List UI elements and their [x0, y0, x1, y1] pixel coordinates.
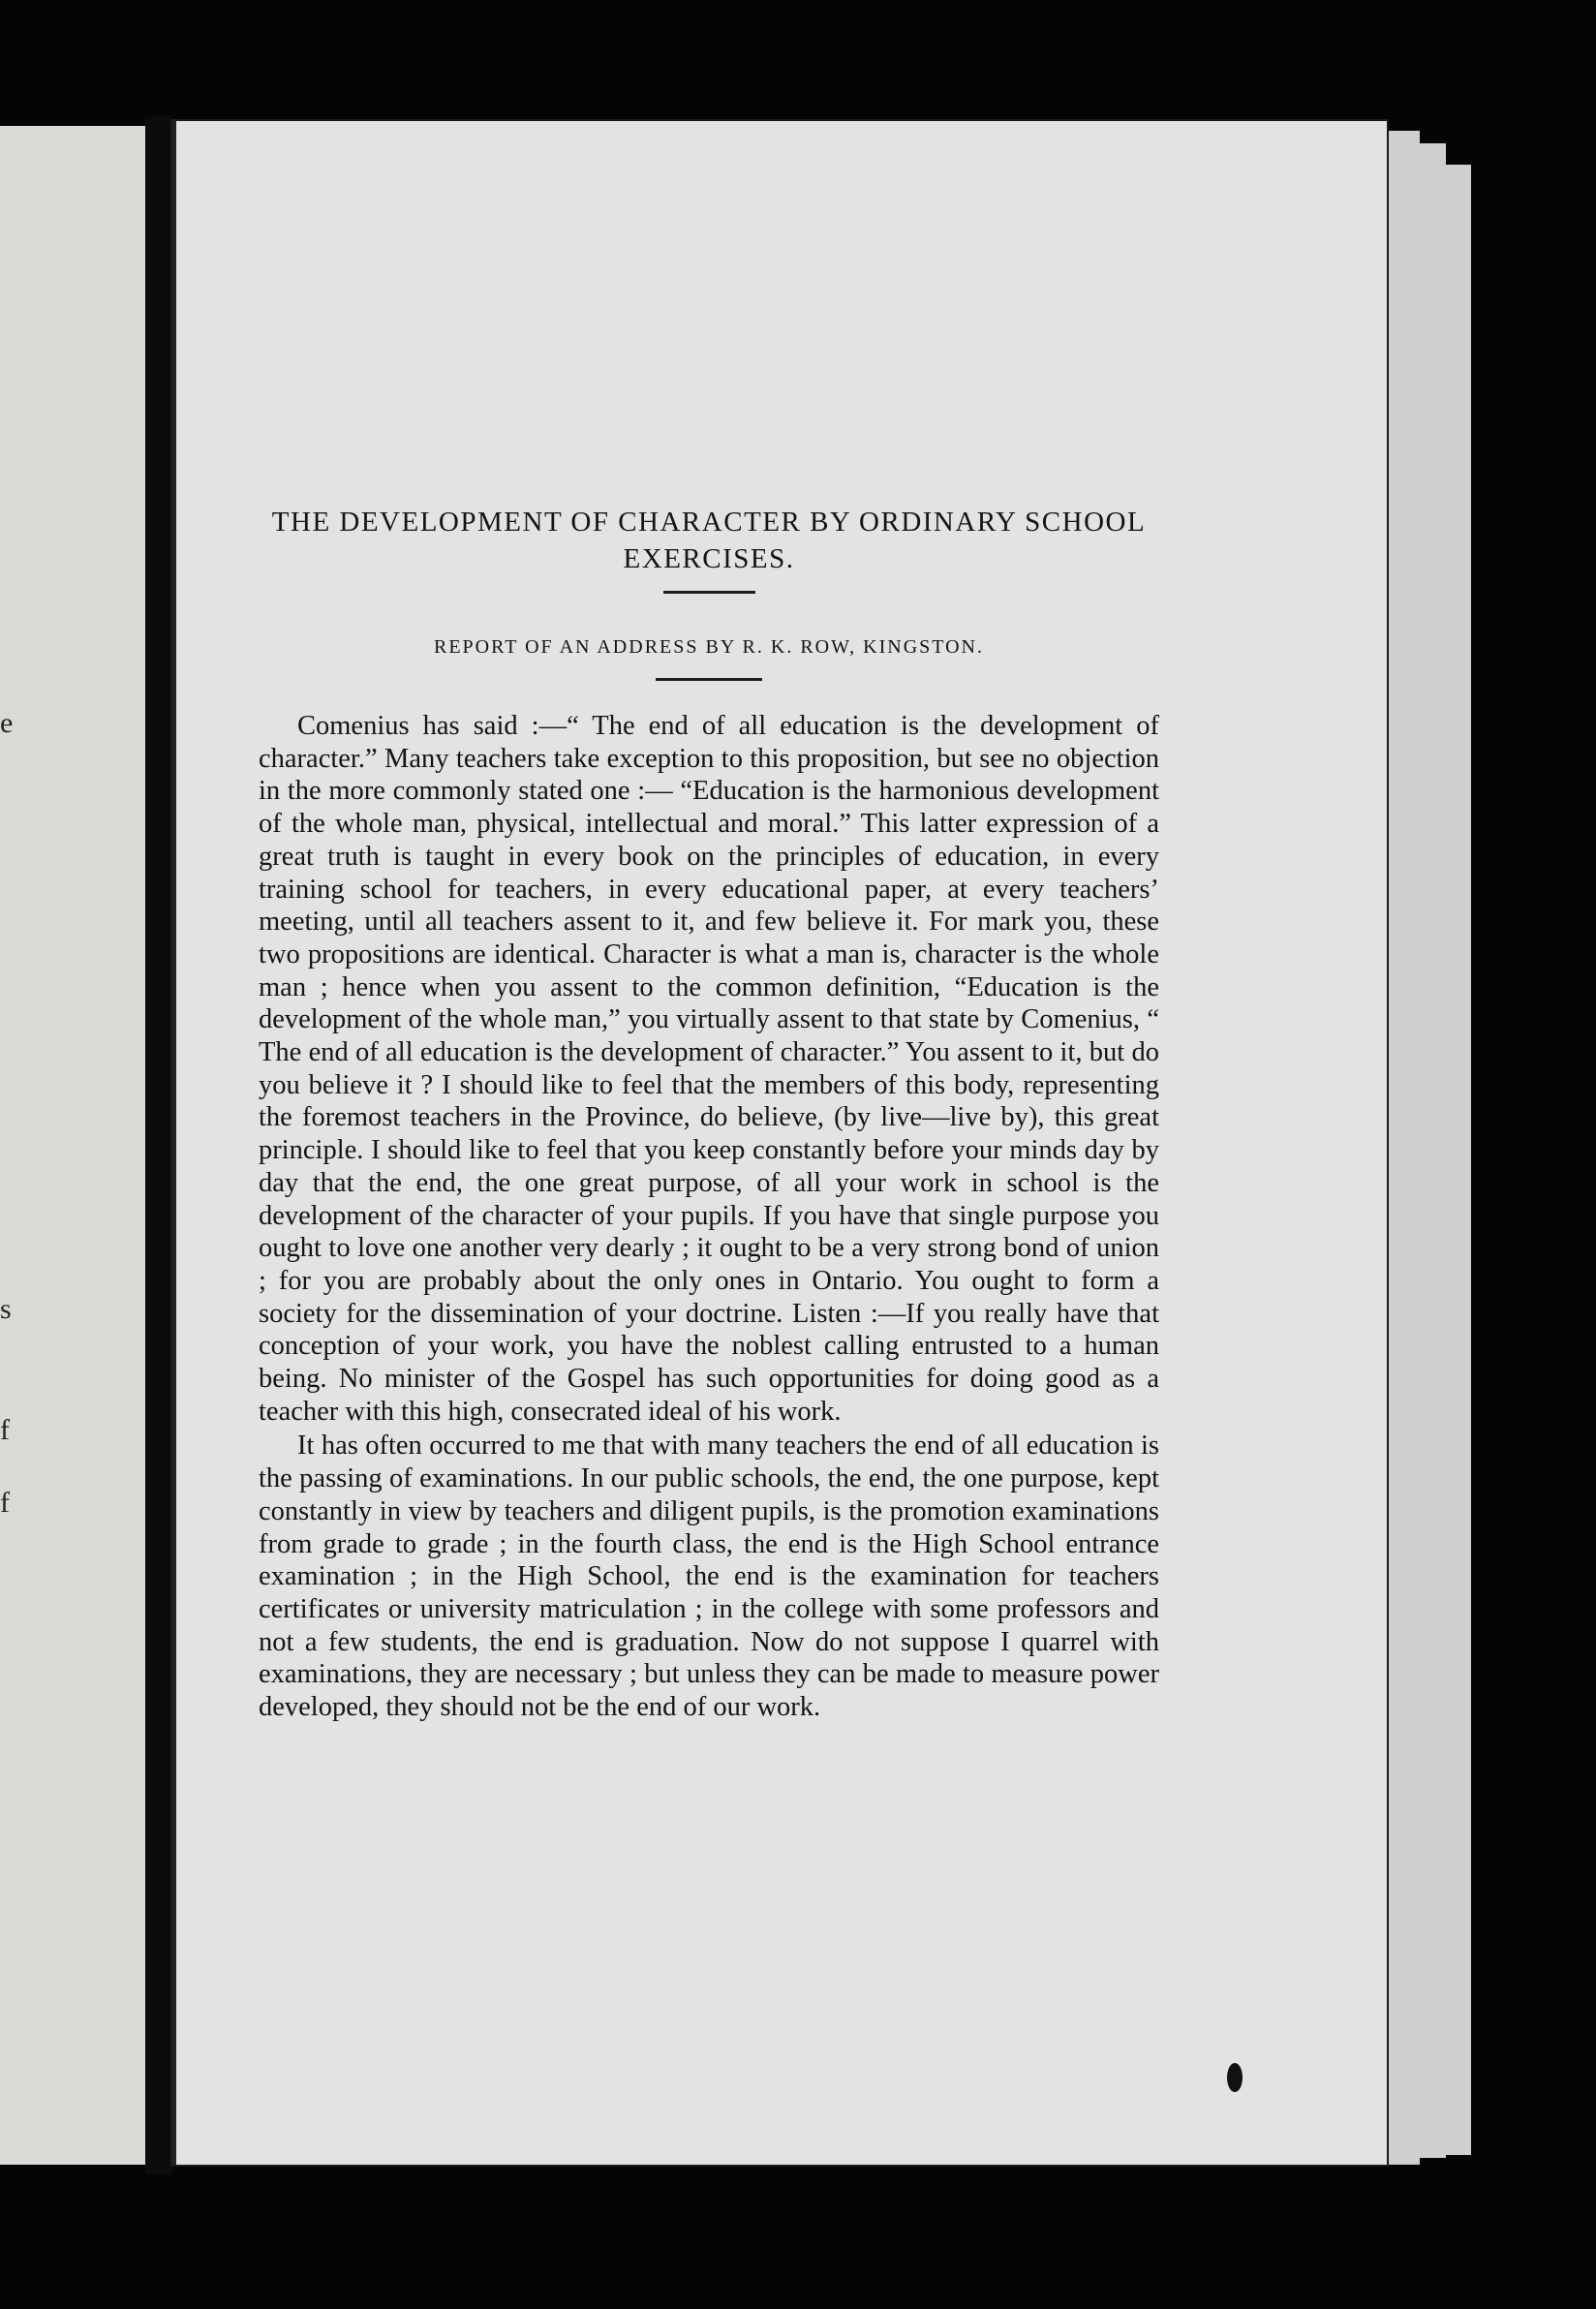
subtitle-divider [656, 678, 762, 681]
document-page [172, 121, 1387, 2165]
book-gutter [145, 116, 172, 2174]
paragraph: It has often occurred to me that with many teachers the end of all education is the passing of examinations. In our public schools, the end, the one purpose, kept constantly in view by teachers and diligent pupils, is the promotion examinations from grade to grade ; in the fourth class, the end is the High School entrance examination ; in the High School, the end is the examination for teachers certificates or university matriculation ; in the college with some professors and not a few students, the end is graduation. Now do not suppose I quarrel with examinations, they are necessary ; but unless they can be made to measure power developed, they should not be the end of our work. [259, 1431, 1159, 1723]
article-subtitle: REPORT OF AN ADDRESS BY R. K. ROW, KINGSTON. [434, 636, 984, 658]
paragraph: Comenius has said :—“ The end of all education is the development of character.” Many teachers take exception to this proposition, but see no objection in the more commonly stated one :— “Education is the harmonious development of the whole man, physical, intellectual and moral.” This latter expression of a great truth is taught in every book on the principles of education, in every training school for teachers, in every educational paper, at every teachers’ meeting, until all teachers assent to it, and few believe it. For mark you, these two propositions are identical. Character is what a man is, character is the whole man ; hence when you assent to the common definition, “Education is the development of the whole man,” you virtually assent to that state by Comenius, “ The end of all education is the development of character.” You assent to it, but do you believe it ? I should like to feel that the members of this body, representing the foremost teachers in the Province, do believe, (by live—live by), this great principle. I should like to feel that you keep constantly before your minds day by day that the end, the one great purpose, of all your work in school is the development of the character of your pupils. If you have that single purpose you ought to love one another very dearly ; it ought to be a very strong bond of union ; for you are probably about the only ones in Ontario. You ought to form a society for the dissemination of your doctrine. Listen :—If you really have that conception of your work, you have the noblest calling entrusted to a human being. No minister of the Gospel has such opportunities for doing good as a teacher with this high, consecrated ideal of his work. [259, 711, 1159, 1427]
left-page-fragment: s [0, 1293, 12, 1325]
left-page-fragment: e [0, 707, 14, 739]
title-divider [663, 591, 755, 594]
left-facing-page [0, 126, 145, 2165]
article-body [259, 710, 1159, 1724]
page-stack-edge [1383, 131, 1420, 2165]
left-page-fragment: f [0, 1487, 10, 1519]
left-page-fragment: f [0, 1414, 10, 1446]
ink-blot [1227, 2063, 1243, 2092]
article-title: THE DEVELOPMENT OF CHARACTER BY ORDINARY SCHOOL EXERCISES. [271, 507, 1147, 574]
article [259, 504, 1159, 1724]
